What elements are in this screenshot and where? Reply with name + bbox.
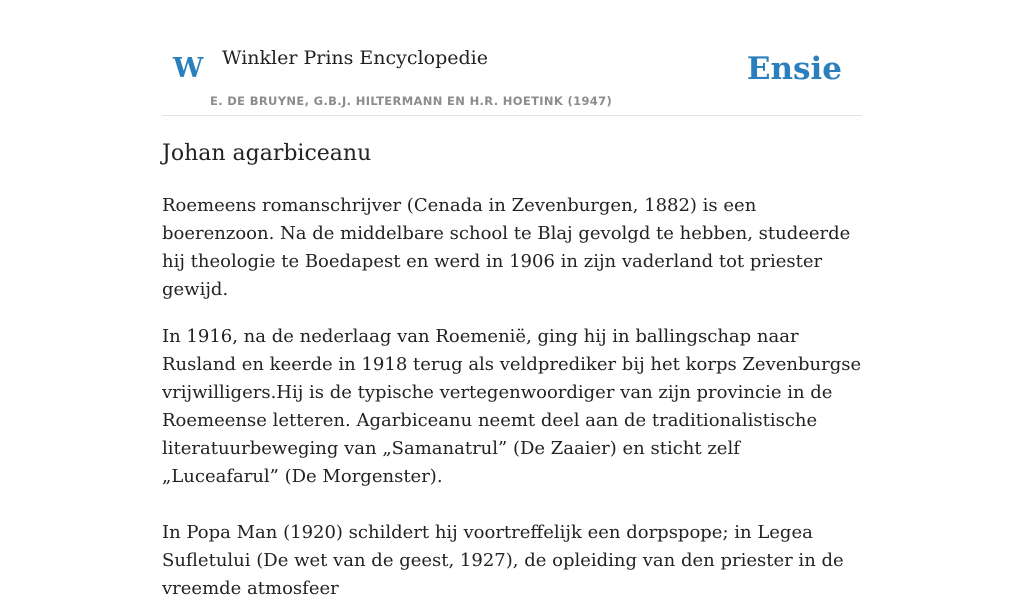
entry-paragraph: In Popa Man (1920) schildert hij voortreffelijk een dorpspope; in Legea Sufletului (De wet van de geest, 1927), de opleiding van den priester in de vreemde atmosfeer <box>162 522 844 599</box>
source-title[interactable]: Winkler Prins Encyclopedie <box>222 47 488 69</box>
entry-paragraph: Roemeens romanschrijver (Cenada in Zevenburgen, 1882) is een boerenzoon. Na de middelbare school te Blaj gevolgd te hebben, studeerde hij theologie te Boedapest en werd in 1906 in zijn vaderland tot priester gewijd. <box>162 195 851 300</box>
ensie-logo[interactable]: Ensie <box>746 51 842 87</box>
encyclopedia-header <box>162 0 862 116</box>
entry-paragraph: In 1916, na de nederlaag van Roemenië, ging hij in ballingschap naar Rusland en keerde in 1918 terug als veldprediker bij het korps Zevenburgse vrijwilligers.Hij is de typische vertegenwoordiger van zijn provincie in de Roemeense letteren. Agarbiceanu neemt deel aan de traditionalistische literatuurbeweging van „Samanatrul” (De Zaaier) en sticht zelf „Luceafarul” (De Morgenster). <box>162 326 862 487</box>
winkler-prins-logo-icon[interactable]: W <box>173 53 204 84</box>
entry-body <box>162 192 862 603</box>
source-authors: E. DE BRUYNE, G.B.J. HILTERMANN EN H.R. HOETINK (1947) <box>210 94 613 108</box>
article-container <box>162 0 862 599</box>
entry-title: Johan agarbiceanu <box>162 141 372 166</box>
